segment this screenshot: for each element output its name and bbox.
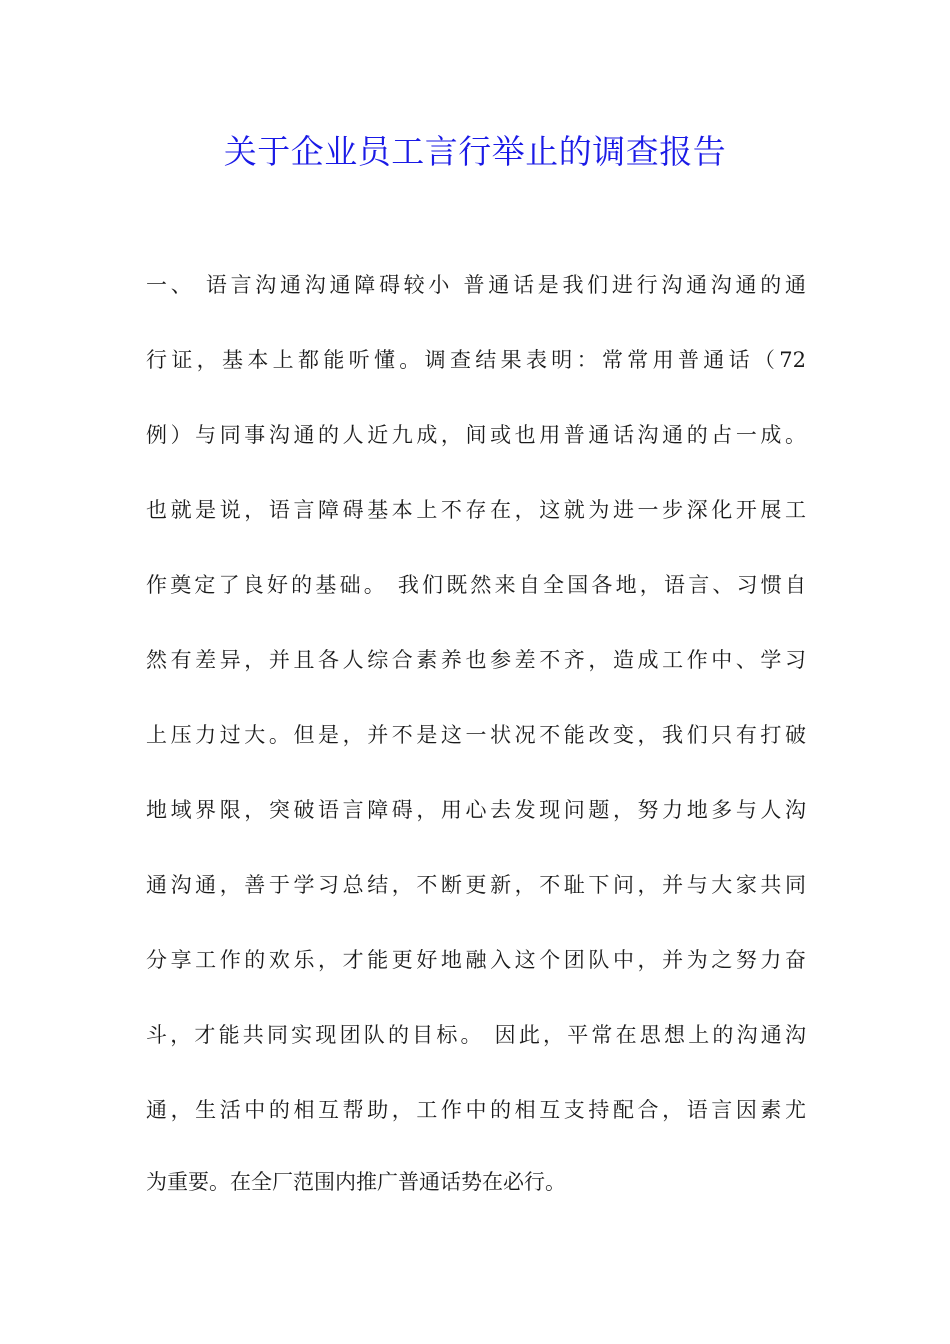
body-line: 斗，才能共同实现团队的目标。 因此，平常在思想上的沟通沟 [146, 1023, 806, 1047]
body-line: 为重要。在全厂范围内推广普通话势在必行。 [146, 1170, 566, 1194]
body-line: 作奠定了良好的基础。 我们既然来自全国各地，语言、习惯自 [146, 573, 806, 597]
body-line: 上压力过大。但是，并不是这一状况不能改变，我们只有打破 [146, 723, 806, 747]
body-line: 然有差异，并且各人综合素养也参差不齐，造成工作中、学习 [146, 648, 806, 672]
body-line: 地域界限，突破语言障碍，用心去发现问题，努力地多与人沟 [146, 798, 806, 822]
body-line: 一、 语言沟通沟通障碍较小 普通话是我们进行沟通沟通的通 [146, 273, 806, 297]
body-line: 行证，基本上都能听懂。调查结果表明：常常用普通话（72 [146, 348, 806, 372]
body-line: 通沟通，善于学习总结，不断更新，不耻下问，并与大家共同 [146, 873, 806, 897]
body-line: 例）与同事沟通的人近九成，间或也用普通话沟通的占一成。 [146, 423, 806, 447]
body-line: 通，生活中的相互帮助，工作中的相互支持配合，语言因素尤 [146, 1098, 806, 1122]
document-title: 关于企业员工言行举止的调查报告 [223, 132, 727, 171]
body-line: 分享工作的欢乐，才能更好地融入这个团队中，并为之努力奋 [146, 948, 806, 972]
body-line: 也就是说，语言障碍基本上不存在，这就为进一步深化开展工 [146, 498, 806, 522]
